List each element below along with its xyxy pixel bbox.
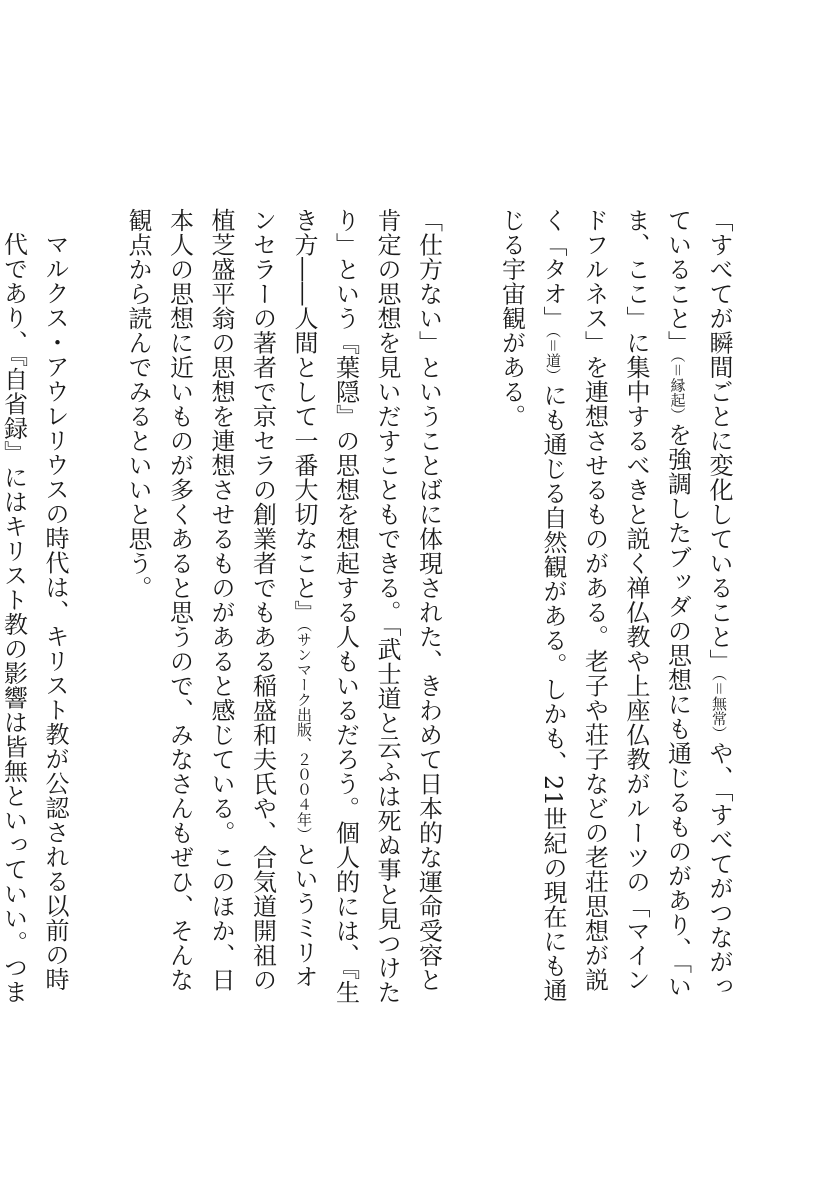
text-segment: を強調したブッダの思想にも通じるものがあり、「いま、ここ」に集中するべきと説く禅仏教や上座仏教がルーツの「マインドフルネス」を連想させるものがある。老子や荘子などの老荘思想が説く「タオ」: [539, 208, 692, 999]
inline-annotation: （＝無常）: [710, 673, 728, 742]
inline-annotation: （＝道）: [544, 330, 562, 384]
text-segment: 「すべてが瞬間ごとに変化していること」: [705, 208, 733, 674]
paragraph-gap: [75, 208, 117, 1008]
paragraph-1: [490, 208, 739, 1008]
inline-annotation: （＝縁起）: [668, 355, 687, 423]
vertical-text-body: [0, 208, 739, 1008]
paragraph-gap: [449, 208, 491, 1008]
paragraph-3: [0, 208, 75, 1008]
inline-annotation: （サンマーク出版、２００４年）: [295, 624, 313, 842]
text-segment: にも通じる自然観がある。しかも、21世紀の現在にも通じる宇宙観がある。: [497, 208, 567, 1003]
text-segment: 「仕方ない」ということばに体現された、きわめて日本的な運命受容と肯定の思想を見いだすこともできる。「武士道と云ふは死ぬ事と見つけたり」という『葉隠』の思想を想起する人もいるだろう。個人的には、『生き方――人間として一番大切なこと』: [290, 208, 443, 1005]
text-segment: というミリオンセラーの著者で京セラの創業者でもある稲盛和夫氏や、合気道開祖の植芝盛平翁の思想を連想させるものがあると感じている。このほか、日本人の思想に近いものが多くあると思うので、みなさんもぜひ、そんな観点から読んでみるといいと思う。: [124, 208, 318, 992]
text-segment: マルクス・アウレリウスの時代は、キリスト教が公認される以前の時代であり、『自省録』にはキリスト教の影響は皆無といっていい。つま: [0, 232, 69, 1004]
paragraph-2: [117, 208, 449, 1008]
text-segment: や、「すべてがつながっていること」: [663, 208, 733, 999]
